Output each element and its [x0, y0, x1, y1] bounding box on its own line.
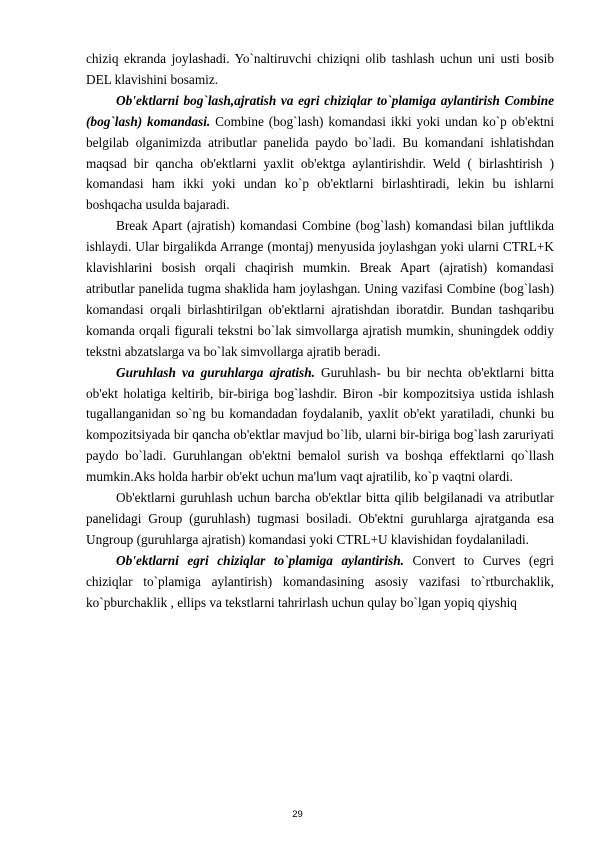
section-heading: Guruhlash va guruhlarga ajratish.	[116, 364, 315, 380]
paragraph-text: chiziq ekranda joylashadi. Yo`naltiruvchi chiziqni olib tashlash uchun uni usti bosib DEL klavishini bosamiz.	[86, 51, 554, 87]
paragraph-5	[86, 488, 554, 551]
paragraph-text: Guruhlash- bu bir nechta ob'ektlarni bitta ob'ekt holatiga keltirib, bir-biriga bog`lashdir. Biron -bir kompozitsiya ustida ishlash tugallanganidan so`ng bu komandadan foydalanib, yaxlit ob'ekt yaratiladi, chunki bu kompozitsiyada bir qancha ob'ektlar mavjud bo`lib, ularni bir-biriga bog`lash zaruriyati paydo bo`ladi. Guruhlangan ob'ektni bemalol surish va boshqa effektlarni qo`llash mumkin.Aks holda harbir ob'ekt uchun ma'lum vaqt ajratilib, ko`p vaqtni olardi.	[86, 364, 554, 485]
section-heading: Ob'ektlarni bog`lash,ajratish va egri chiziqlar to`plamiga aylantirish Combine (bog`lash) komandasi.	[86, 92, 554, 129]
paragraph-1	[86, 49, 554, 91]
document-page	[86, 49, 554, 613]
paragraph-text: Convert to Curves (egri chiziqlar to`plamiga aylantirish) komandasining asosiy vazifasi to`rtburchaklik, ko`pburchaklik , ellips va tekstlarni tahrirlash uchun qulay bo`lgan yopiq qiyshiq	[86, 552, 555, 610]
page-number: 29	[292, 809, 303, 820]
paragraph-4	[86, 363, 554, 488]
paragraph-6	[86, 551, 554, 614]
paragraph-2	[86, 91, 554, 216]
paragraph-3	[86, 216, 554, 362]
paragraph-text: Combine (bog`lash) komandasi ikki yoki undan ko`p ob'ektni belgilab olganimizda atributlar panelida paydo bo`ladi. Bu komandani ishlatishdan maqsad bir qancha ob'ektlarni yaxlit ob'ektga aylantirishdir. Weld ( birlashtirish ) komandasi ham ikki yoki undan ko`p ob'ektlarni birlashtiradi, lekin bu ishlarni boshqacha usulda bajaradi.	[86, 113, 555, 213]
paragraph-text: Ob'ektlarni guruhlash uchun barcha ob'ektlar bitta qilib belgilanadi va atributlar panelidagi Group (guruhlash) tugmasi bosiladi. Ob'ektni guruhlarga ajratganda esa Ungroup (guruhlarga ajratish) komandasi yoki CTRL+U klavishidan foydalaniladi.	[86, 490, 554, 547]
paragraph-text: Break Apart (ajratish) komandasi Combine (bog`lash) komandasi bilan juftlikda ishlaydi. Ular birgalikda Arrange (montaj) menyusida joylashgan yoki ularni CTRL+K klavishlarini bosish orqali chaqirish mumkin. Break Apart (ajratish) komandasi atributlar panelida tugma shaklida ham joylashgan. Uning vazifasi Combine (bog`lash) komandasi orqali birlashtirilgan ob'ektlarni ajratishdan iboratdir. Bundan tashqaribu komanda orqali figurali tekstni bo`lak simvollarga ajratish mumkin, shuningdek oddiy tekstni abzatslarga va bo`lak simvollarga ajratib beradi.	[86, 218, 554, 359]
section-heading: Ob'ektlarni egri chiziqlar to`plamiga aylantirish.	[116, 552, 404, 568]
